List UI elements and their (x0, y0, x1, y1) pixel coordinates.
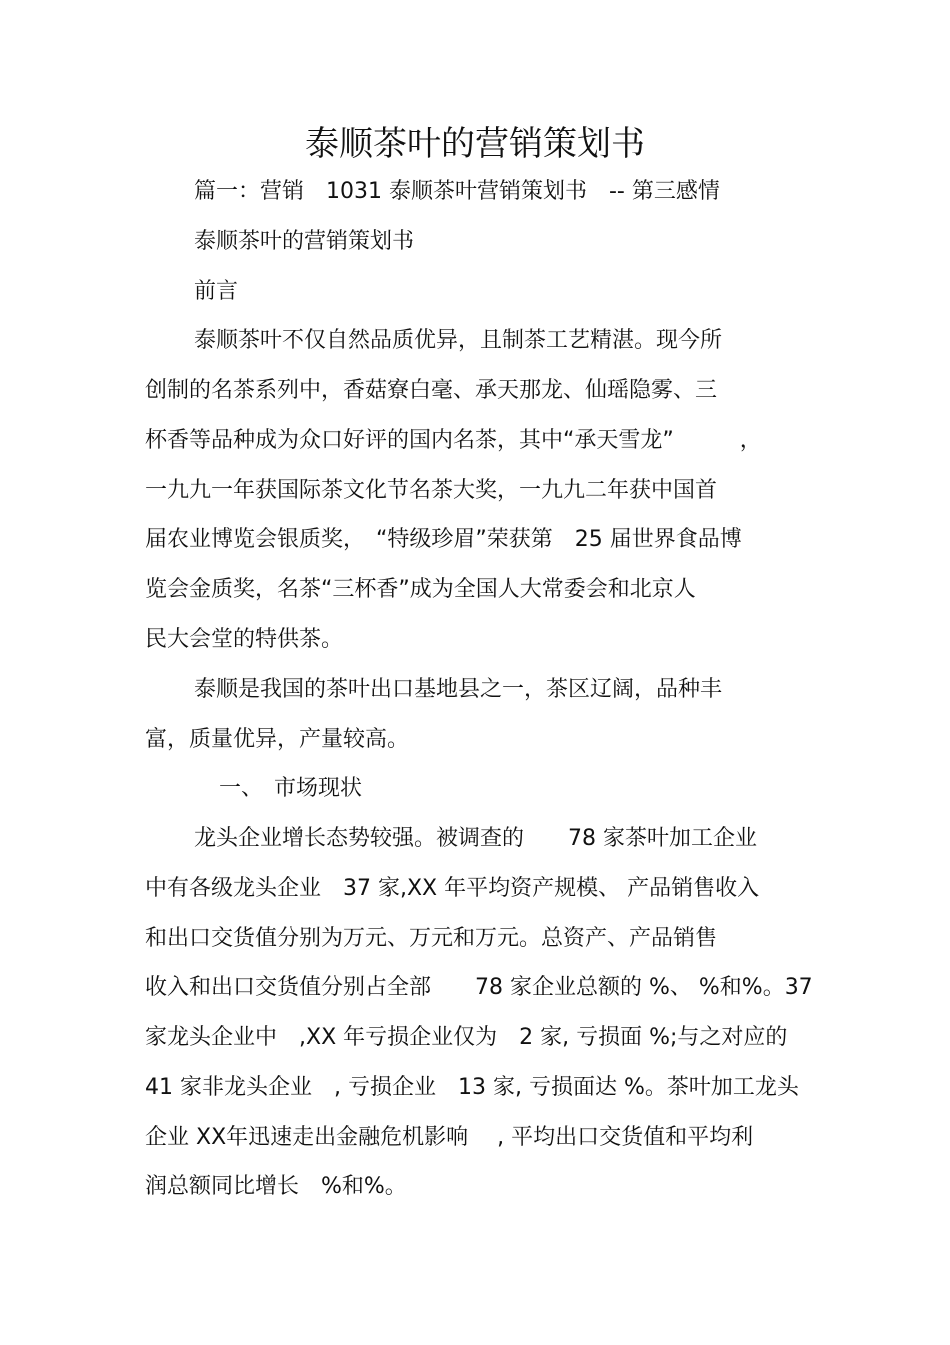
paragraph-line: 收入和出口交货值分别占全部 78 家企业总额的 %、 %和%。37 (145, 975, 813, 1000)
subtitle-line: 篇一：营销 1031 泰顺茶叶营销策划书 -- 第三感情 (194, 179, 720, 204)
paragraph-line: 届农业博览会银质奖， “特级珍眉”荣获第 25 届世界食品博 (145, 527, 742, 552)
document-title: 泰顺茶叶的营销策划书 (305, 124, 645, 164)
paragraph-line: 杯香等品种成为众口好评的国内名茶，其中“承天雪龙” ， (145, 428, 762, 453)
section-heading-preface: 前言 (194, 279, 239, 304)
heading-line: 泰顺茶叶的营销策划书 (194, 229, 415, 254)
paragraph-line: 41 家非龙头企业 , 亏损企业 13 家, 亏损面达 %。茶叶加工龙头 (145, 1075, 799, 1100)
paragraph-line: 览会金质奖，名茶“三杯香”成为全国人大常委会和北京人 (145, 577, 696, 602)
paragraph-line: 企业 XX年迅速走出金融危机影响 , 平均出口交货值和平均利 (145, 1125, 754, 1150)
paragraph-line: 中有各级龙头企业 37 家,XX 年平均资产规模、 产品销售收入 (145, 876, 760, 901)
paragraph-line: 润总额同比增长 %和%。 (145, 1174, 407, 1199)
paragraph-line: 和出口交货值分别为万元、万元和万元。总资产、产品销售 (145, 926, 718, 951)
paragraph-line: 民大会堂的特供茶。 (145, 627, 344, 652)
section-heading-market: 一、 市场现状 (219, 776, 363, 801)
paragraph-line: 一九九一年获国际茶文化节名茶大奖，一九九二年获中国首 (145, 478, 718, 503)
paragraph-line: 泰顺茶叶不仅自然品质优异，且制茶工艺精湛。现今所 (194, 328, 723, 353)
paragraph-line: 创制的名茶系列中，香菇寮白毫、承天那龙、仙瑶隐雾、三 (145, 378, 718, 403)
paragraph-line: 龙头企业增长态势较强。被调查的 78 家茶叶加工企业 (194, 826, 757, 851)
paragraph-line: 富，质量优异，产量较高。 (145, 727, 410, 752)
paragraph-line: 泰顺是我国的茶叶出口基地县之一，茶区辽阔，品种丰 (194, 677, 723, 702)
paragraph-line: 家龙头企业中 ,XX 年亏损企业仅为 2 家, 亏损面 %;与之对应的 (145, 1025, 788, 1050)
